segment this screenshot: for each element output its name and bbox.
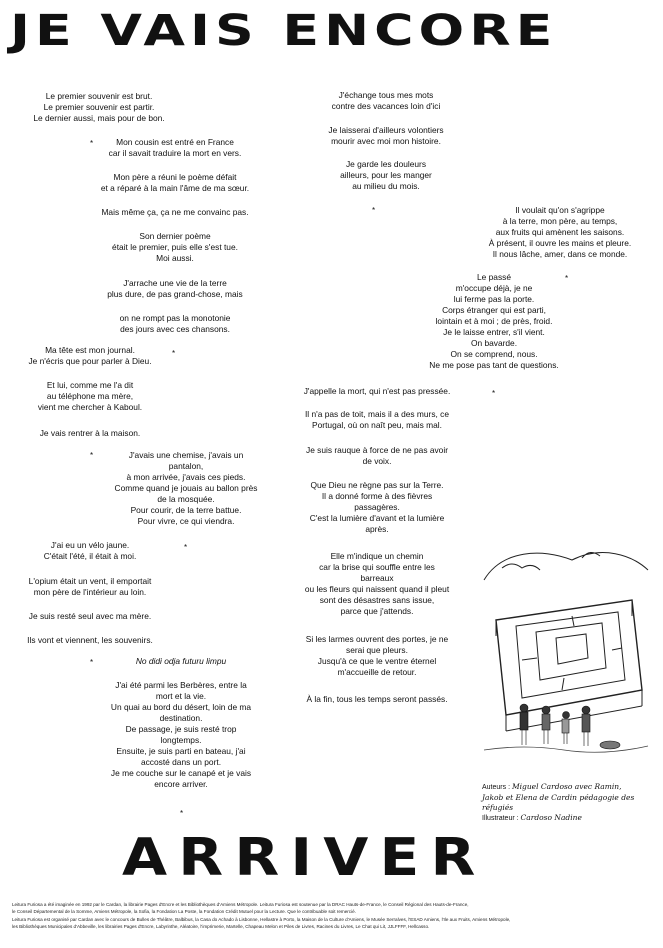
star-marker: * bbox=[184, 543, 188, 552]
star-marker: * bbox=[172, 349, 176, 358]
stanza: on ne rompt pas la monotonie des jours avec ces chansons. bbox=[119, 313, 231, 334]
stanza: Je vais rentrer à la maison. bbox=[39, 428, 141, 438]
stanza-italic: No didi odja futuru limpu bbox=[135, 656, 227, 666]
illustrator-name: Cardoso Nadine bbox=[520, 813, 582, 822]
stanza: Le premier souvenir est brut. Le premier souvenir est partir. Le dernier aussi, mais pour de bon. bbox=[33, 91, 165, 123]
authors-line1: Miguel Cardoso avec Ramin, bbox=[511, 782, 622, 791]
stanza: Je suis rauque à force de ne pas avoir de voix. bbox=[306, 445, 448, 466]
stanza: Son dernier poème était le premier, puis elle s'est tue. Moi aussi. bbox=[112, 231, 238, 263]
stanza: Et lui, comme me l'a dit au téléphone ma mère, vient me chercher à Kaboul. bbox=[37, 380, 143, 412]
maze-illustration bbox=[482, 540, 650, 775]
stanza: J'arrache une vie de la terre plus dure, de pas grand-chose, mais bbox=[107, 278, 243, 299]
stanza: Mon cousin est entré en France car il savait traduire la mort en vers. bbox=[108, 137, 242, 158]
stanza: Le passé m'occupe déjà, je ne lui ferme pas la porte. Corps étranger qui est parti, lointain et à moi ; de près, froid. Je le laisse entrer, s'il vient. On bavarde. On se comprend, nous. Ne me pose pas tant de questions. bbox=[429, 272, 559, 370]
stanza: Je garde les douleurs ailleurs, pour les manger au milieu du mois. bbox=[340, 159, 432, 191]
star-marker: * bbox=[90, 451, 94, 460]
stanza: Si les larmes ouvrent des portes, je ne serai que pleurs. Jusqu'à ce que le ventre éternel m'accueille de retour. bbox=[305, 634, 449, 677]
stanza: À la fin, tous les temps seront passés. bbox=[306, 694, 448, 704]
stanza: Je suis resté seul avec ma mère. bbox=[28, 611, 152, 621]
stanza: Mon père a réuni le poème défait et a réparé à la main l'âme de ma sœur. bbox=[100, 172, 250, 193]
illustrator-label: Illustrateur : bbox=[482, 815, 519, 822]
title-bottom: ARRIVER bbox=[122, 828, 487, 888]
stanza: Il voulait qu'on s'agrippe à la terre, mon père, au temps, aux fruits qui amènent les saisons. À présent, il ouvre les mains et pleure. Il nous lâche, amer, dans ce monde. bbox=[488, 205, 632, 259]
stanza: J'ai eu un vélo jaune. C'était l'été, il était à moi. bbox=[43, 540, 137, 561]
star-marker: * bbox=[492, 389, 496, 398]
stanza: Elle m'indique un chemin car la brise qui souffle entre les barreaux ou les fleurs qui naissent quand il pleut sont des désastres sans issue, parce que j'attends. bbox=[304, 551, 450, 616]
star-marker: * bbox=[180, 809, 184, 818]
stanza: Que Dieu ne règne pas sur la Terre. Il a donné forme à des fièvres passagères. C'est la lumière d'avant et la lumière après. bbox=[309, 480, 445, 534]
stanza: Ma tête est mon journal. Je n'écris que pour parler à Dieu. bbox=[28, 345, 152, 366]
stanza: Je laisserai d'ailleurs volontiers mourir avec moi mon histoire. bbox=[328, 125, 444, 146]
authors-line2: Jakob et Elena de Cardin pédagogie des réfugiés bbox=[482, 793, 635, 812]
authors-label: Auteurs : bbox=[482, 784, 511, 791]
star-marker: * bbox=[90, 658, 94, 667]
stanza: J'appelle la mort, qui n'est pas pressée. bbox=[303, 386, 451, 396]
stanza: Il n'a pas de toit, mais il a des murs, ce Portugal, où on naît peu, mais mal. bbox=[304, 409, 450, 430]
stanza: Mais même ça, ça ne me convainc pas. bbox=[101, 207, 249, 217]
star-marker: * bbox=[565, 274, 569, 283]
star-marker: * bbox=[372, 206, 376, 215]
credits bbox=[482, 782, 663, 824]
star-marker: * bbox=[90, 139, 94, 148]
stanza: L'opium était un vent, il emportait mon père de l'intérieur au loin. bbox=[28, 576, 152, 597]
stanza: J'ai été parmi les Berbères, entre la mort et la vie. Un quai au bord du désert, loin de ma destination. De passage, je suis resté trop longtemps. Ensuite, je suis parti en bateau, j'ai accosté dans un port. Je me couche sur le canapé et je vais encore arriver. bbox=[110, 680, 252, 789]
stanza: J'échange tous mes mots contre des vacances loin d'ici bbox=[331, 90, 441, 111]
stanza: Ils vont et viennent, les souvenirs. bbox=[27, 635, 153, 645]
stanza: J'avais une chemise, j'avais un pantalon, à mon arrivée, j'avais ces pieds. Comme quand je jouais au ballon près de la mosquée. Pour courir, de la terre battue. Pour vivre, ce qui viendra. bbox=[114, 450, 258, 526]
title-top: JE VAIS ENCORE bbox=[10, 6, 558, 56]
footer-credits: Leitura Furiosa a été imaginée en 1992 par le Cardan, la librairie Pages d'Encre et les Bibliothèques d'Amiens Métropole. Leitura Furiosa est soutenue par la DRAC Hauts-de-France, le Conseil Régional des Hauts-de-France, le Conseil Départemental de la Somme, Amiens Métropole, la Sofia, la Fondation La Poste, la Fondation Crédit Mutuel pour la Lecture. Que le contribuable soit remercié. Leitura Furiosa est organisé par Cardan avec le concours de Bulles de Théâtre, Balbibus, la Casa do Achado à Lisbonne, Hellastre à Porto, la Maison de la Culture d'Amiens, le Musée Serralves, l'ESAD Amiens, l'Ile aux Fruits, Amiens Métropole, les Bibliothèques Municipales d'Abbeville, les librairies Pages d'Encre, Labyrinthe, Aléatoire, l'imprimerie, Martelle, Chapeau Melon et Piles de Livres, Racines du Livres, Le Chat qui Lit, JJLFFFF, Hellcasso. bbox=[12, 902, 511, 930]
